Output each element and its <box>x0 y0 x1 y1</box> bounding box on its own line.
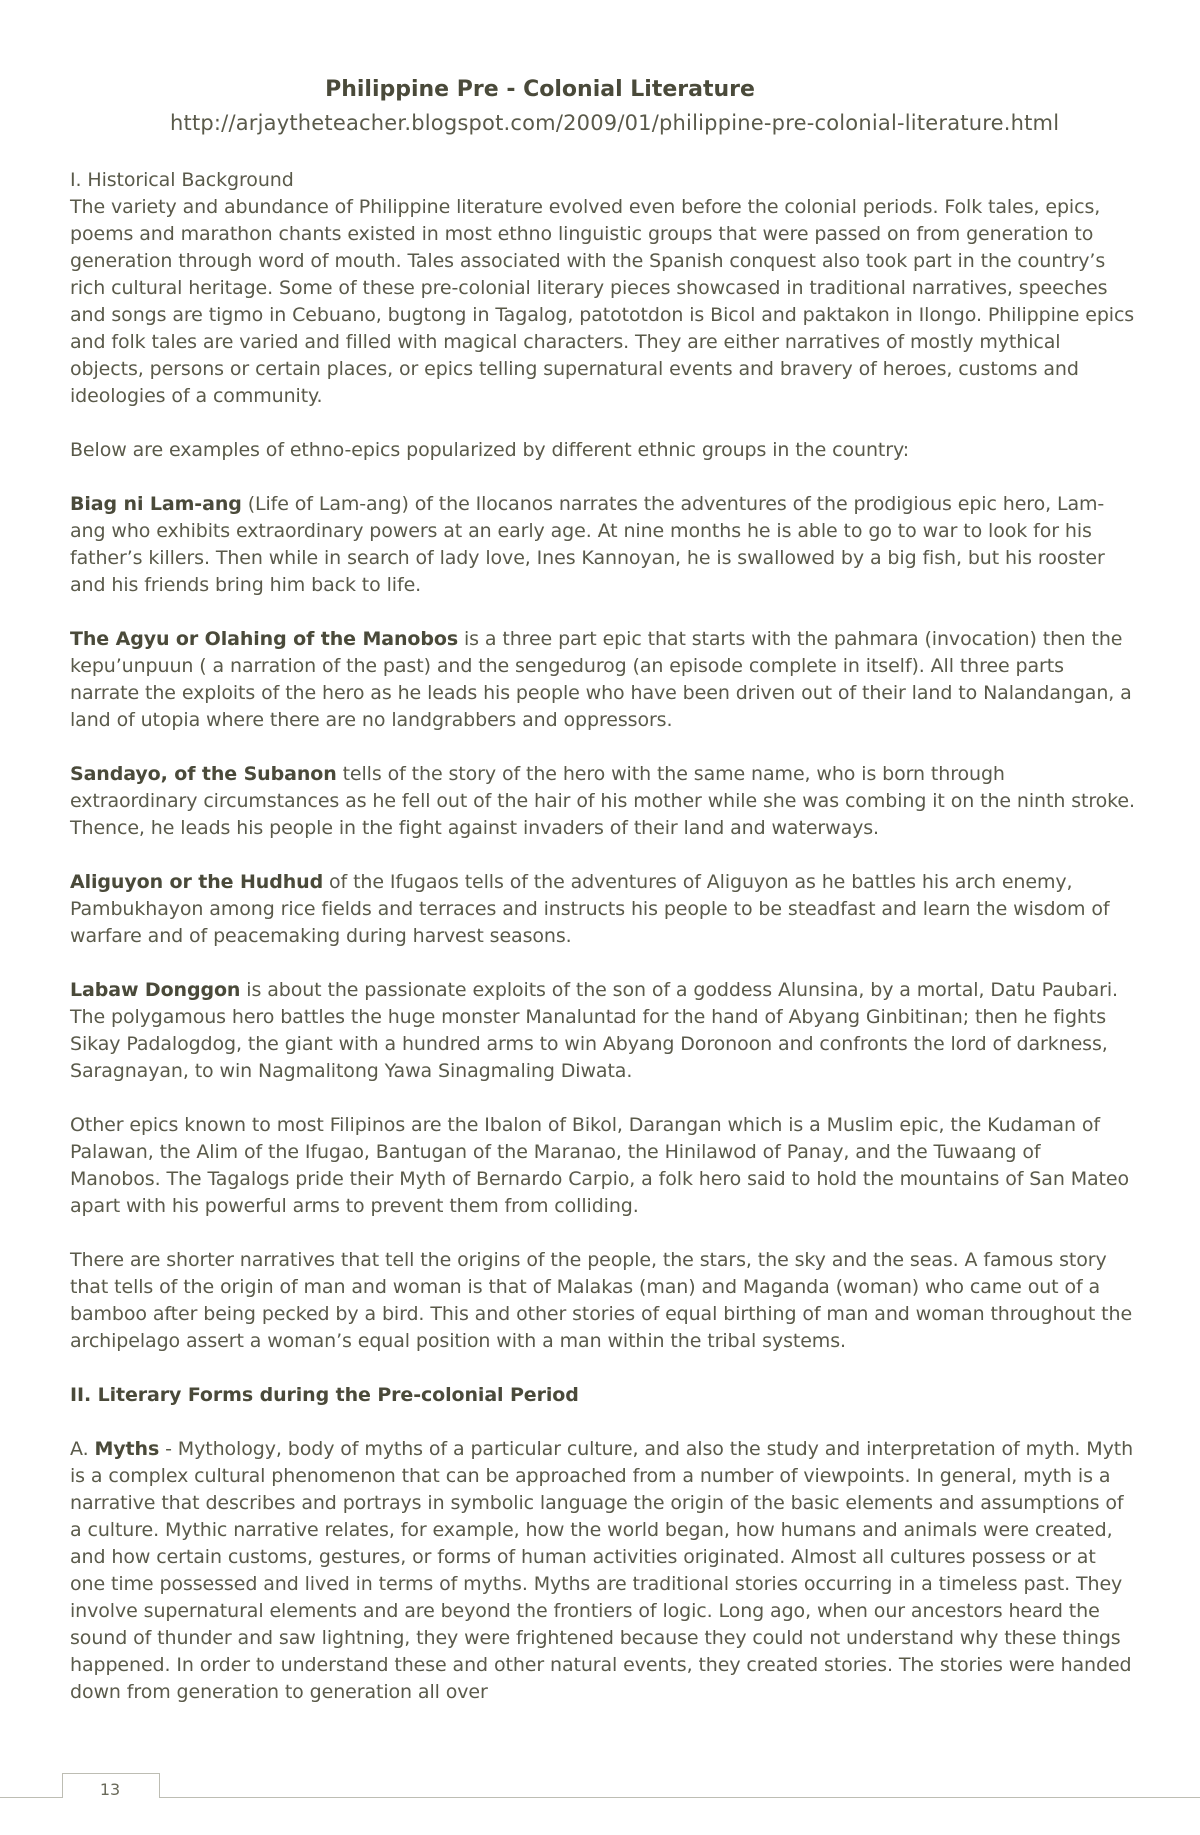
epic-description: is a three part epic that starts with the pahmara (invocation) then the kepu’unpuun ( a narration of the past) and the sengedurog (an episode complete in itself). All three parts narrate the exploits of the hero as he leads his people who have been driven out of their land to Nalandangan, a land of utopia where there are no landgrabbers and oppressors. <box>70 628 1132 731</box>
paragraph-epic-sandayo <box>70 761 1135 842</box>
source-url: http://arjaytheteacher.blogspot.com/2009/01/philippine-pre-colonial-literature.html <box>170 111 1060 135</box>
paragraph-shorter-narratives: There are shorter narratives that tell the origins of the people, the stars, the sky and the seas. A famous story that tells of the origin of man and woman is that of Malakas (man) and Maganda (woman) who came out of a bamboo after being pecked by a bird. This and other stories of equal birthing of man and woman throughout the archipelago assert a woman’s equal position with a man within the tribal systems. <box>70 1249 1133 1352</box>
footer-rule <box>0 1797 1200 1798</box>
paragraph-epic-labaw <box>70 977 1135 1085</box>
paragraph-epic-aliguyon <box>70 869 1135 950</box>
epic-name: Labaw Donggon <box>70 979 241 1001</box>
page-number: 13 <box>99 1780 121 1799</box>
epic-name: Sandayo, of the Subanon <box>70 763 337 785</box>
paragraph-epic-agyu <box>70 626 1135 734</box>
myths-description: - Mythology, body of myths of a particular culture, and also the study and interpretation of myth. Myth is a complex cultural phenomenon that can be approached from a number of viewpoints. In general, myth is a narrative that describes and portrays in symbolic language the origin of the basic elements and assumptions of a culture. Mythic narrative relates, for example, how the world began, how humans and animals were created, and how certain customs, gestures, or forms of human activities originated. Almost all cultures possess or at one time possessed and lived in terms of myths. Myths are traditional stories occurring in a timeless past. They involve supernatural elements and are beyond the frontiers of logic. Long ago, when our ancestors heard the sound of thunder and saw lightning, they were frightened because they could not understand why these things happened. In order to understand these and other natural events, they created stories. The stories were handed down from generation to generation all over <box>70 1438 1134 1703</box>
paragraph-epic-biag <box>70 491 1135 599</box>
epic-description: is about the passionate exploits of the son of a goddess Alunsina, by a mortal, Datu Paubari. The polygamous hero battles the huge monster Manaluntad for the hand of Abyang Ginbitinan; then he fights Sikay Padalogdog, the giant with a hundred arms to win Abyang Doronoon and confronts the lord of darkness, Saragnayan, to win Nagmalitong Yawa Sinagmaling Diwata. <box>70 979 1118 1082</box>
epic-name: Aliguyon or the Hudhud <box>70 871 324 893</box>
myths-label: Myths <box>94 1438 160 1460</box>
page-title: Philippine Pre - Colonial Literature <box>325 77 755 102</box>
list-marker: A. <box>70 1438 95 1460</box>
section-heading-historical: I. Historical Background <box>70 169 294 191</box>
paragraph-myths <box>70 1436 1135 1706</box>
epic-description: of the Ifugaos tells of the adventures of Aliguyon as he battles his arch enemy, Pambukhayon among rice fields and terraces and instructs his people to be steadfast and learn the wisdom of warfare and of peacemaking during harvest seasons. <box>70 871 1110 947</box>
section-heading-text: II. Literary Forms during the Pre-colonial Period <box>70 1384 579 1406</box>
document-body <box>70 167 1135 1706</box>
epic-description: tells of the story of the hero with the same name, who is born through extraordinary circumstances as he fell out of the hair of his mother while she was combing it on the ninth stroke. Thence, he leads his people in the fight against invaders of their land and waterways. <box>70 763 1135 839</box>
epic-name: Biag ni Lam-ang <box>70 493 242 515</box>
epic-name: The Agyu or Olahing of the Manobos <box>70 628 459 650</box>
epic-description: (Life of Lam-ang) of the Ilocanos narrates the adventures of the prodigious epic hero, Lam-ang who exhibits extraordinary powers at an early age. At nine months he is able to go to war to look for his father’s killers. Then while in search of lady love, Ines Kannoyan, he is swallowed by a big fish, but his rooster and his friends bring him back to life. <box>70 493 1105 596</box>
paragraph-examples-intro: Below are examples of ethno-epics popularized by different ethnic groups in the country: <box>70 439 910 461</box>
paragraph-other-epics: Other epics known to most Filipinos are the Ibalon of Bikol, Darangan which is a Muslim epic, the Kudaman of Palawan, the Alim of the Ifugao, Bantugan of the Maranao, the Hinilawod of Panay, and the Tuwaang of Manobos. The Tagalogs pride their Myth of Bernardo Carpio, a folk hero said to hold the mountains of San Mateo apart with his powerful arms to prevent them from colliding. <box>70 1114 1129 1217</box>
paragraph-historical-background: The variety and abundance of Philippine literature evolved even before the colonial periods. Folk tales, epics, poems and marathon chants existed in most ethno linguistic groups that were passed on from generation to generation through word of mouth. Tales associated with the Spanish conquest also took part in the country’s rich cultural heritage. Some of these pre-colonial literary pieces showcased in traditional narratives, speeches and songs are tigmo in Cebuano, bugtong in Tagalog, patototdon is Bicol and paktakon in Ilongo. Philippine epics and folk tales are varied and filled with magical characters. They are either narratives of mostly mythical objects, persons or certain places, or epics telling supernatural events and bravery of heroes, customs and ideologies of a community. <box>70 196 1135 407</box>
section-heading-literary-forms <box>70 1382 1135 1409</box>
